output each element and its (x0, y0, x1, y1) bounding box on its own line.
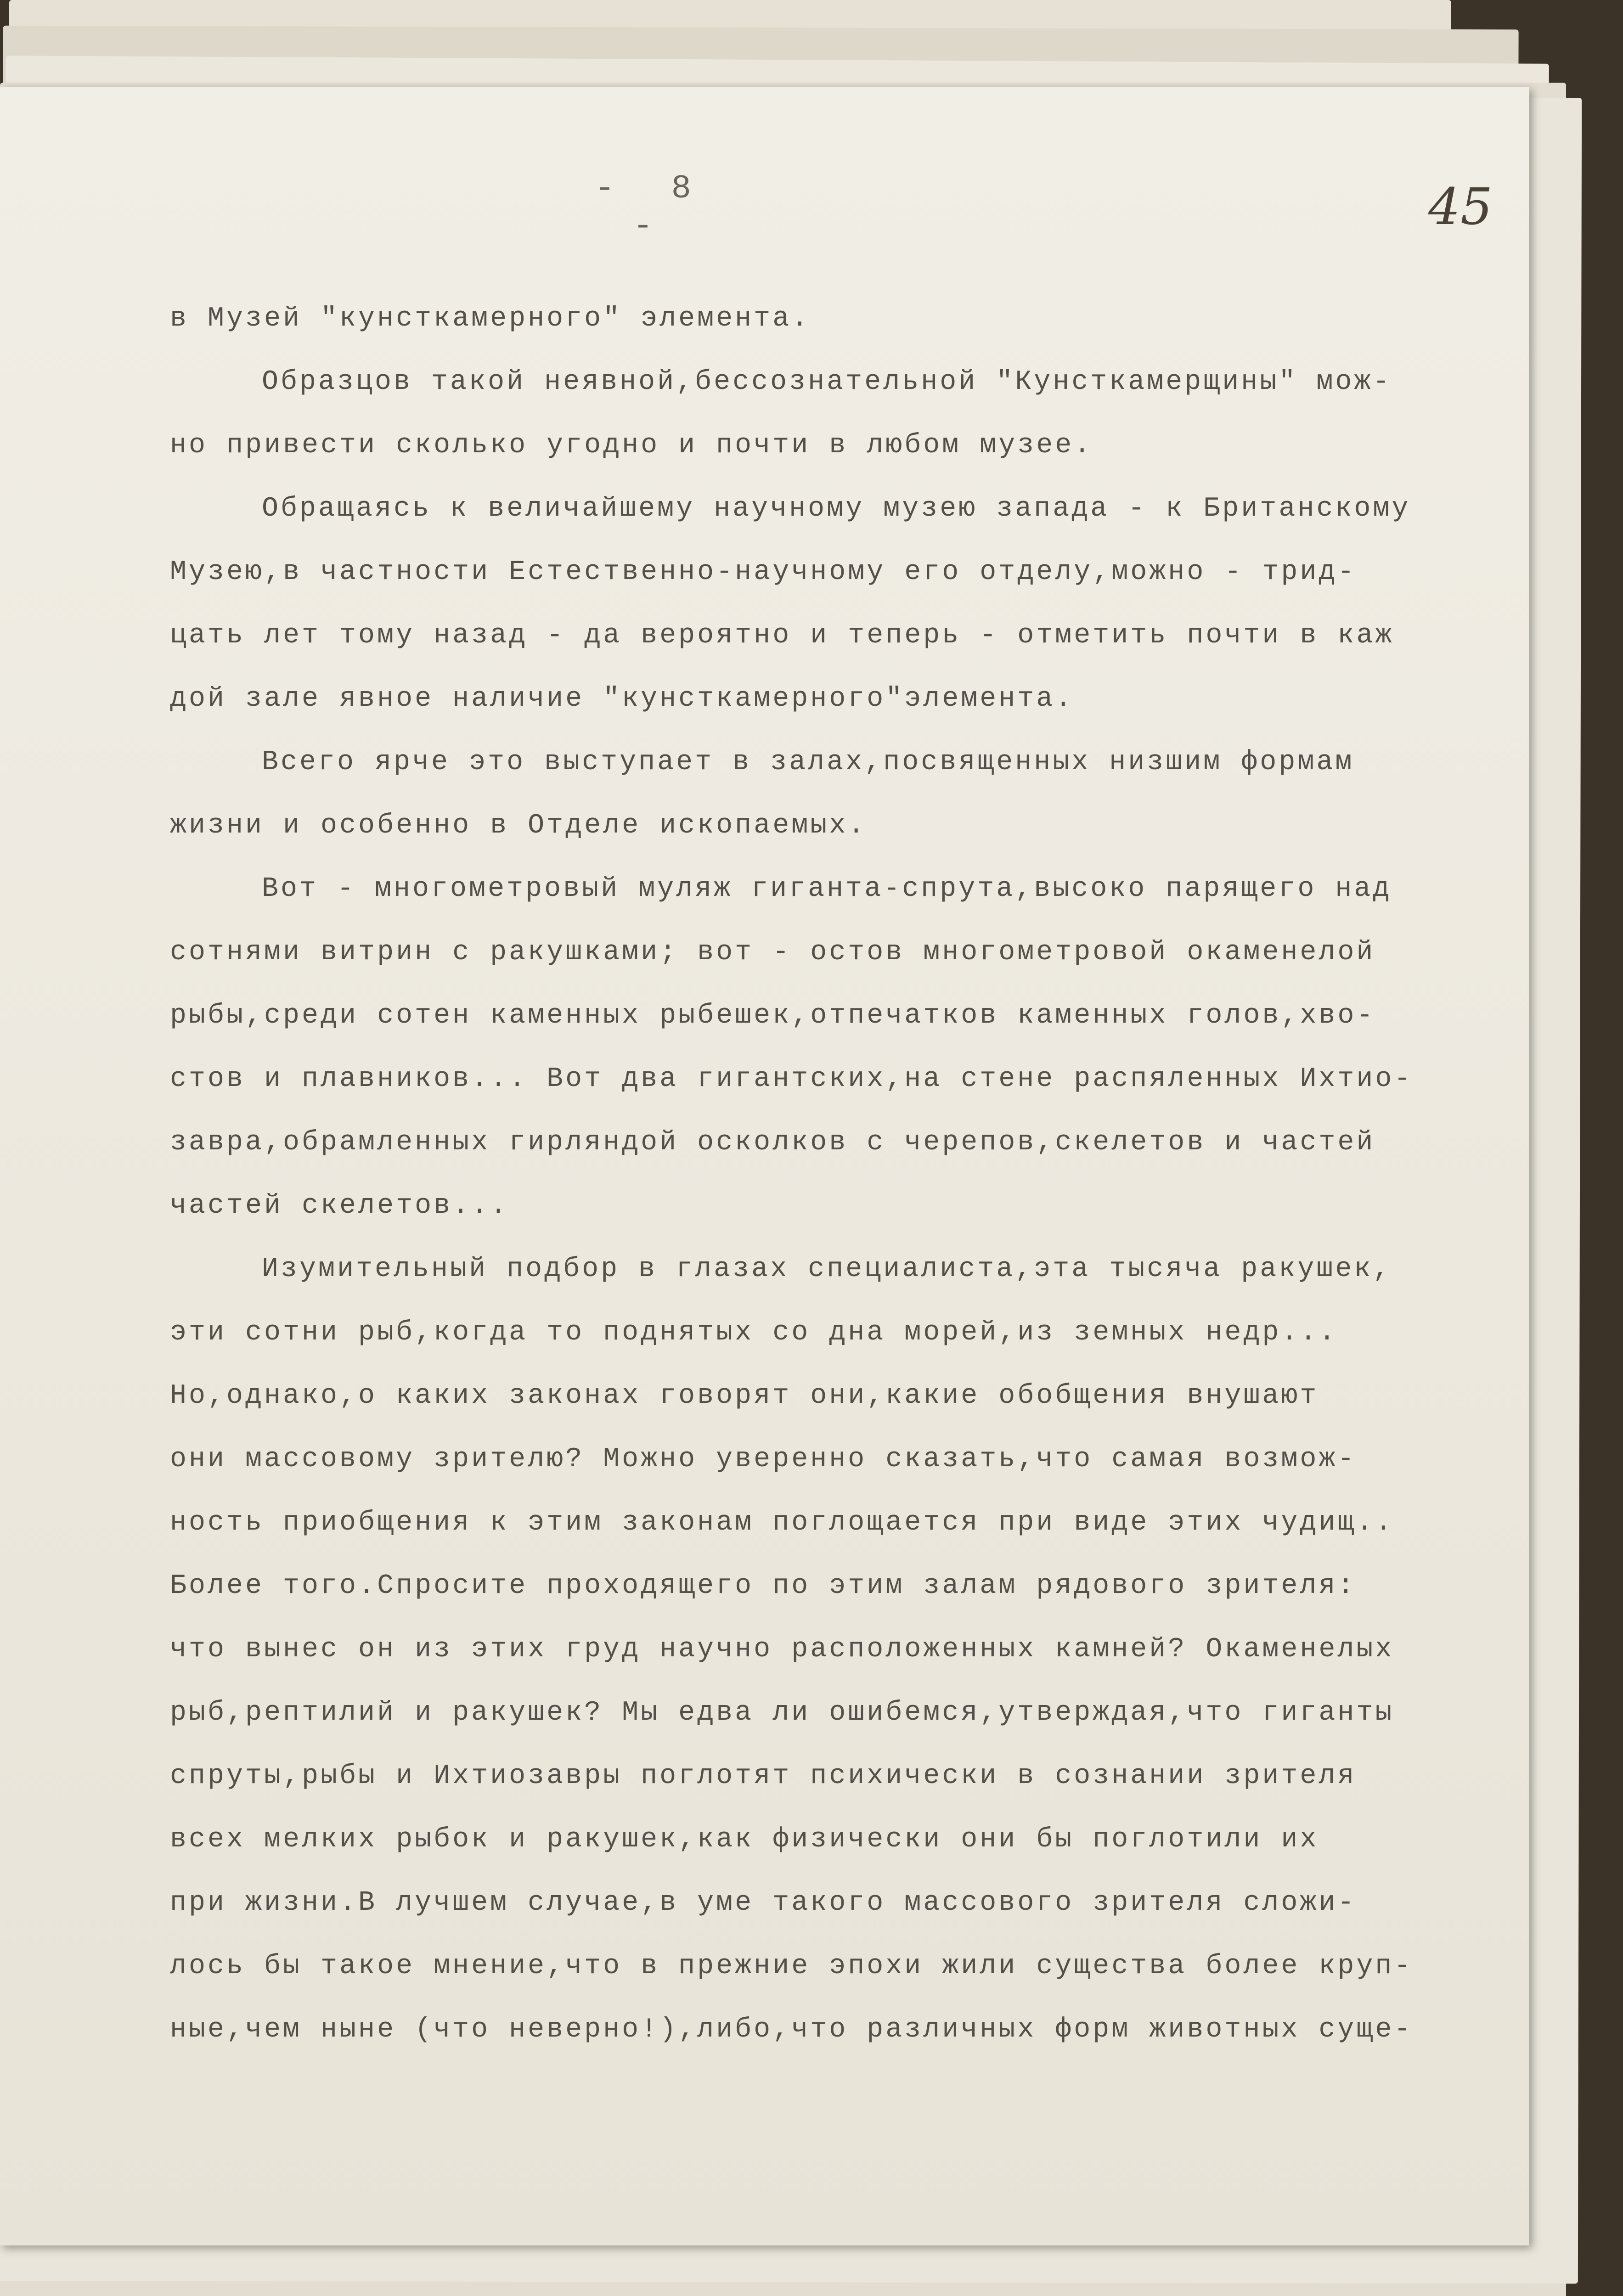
text-line: что вынес он из этих груд научно расположенных камней? Окаменелых (170, 1634, 1394, 1665)
text-line: спруты,рыбы и Ихтиозавры поглотят психически в сознании зрителя (170, 1761, 1357, 1792)
text-line: Образцов такой неявной,бессознательной "Кунсткамерщины" мож- (262, 366, 1392, 398)
text-line: Всего ярче это выступает в залах,посвященных низшим формам (262, 747, 1354, 778)
text-line: цать лет тому назад - да вероятно и теперь - отметить почти в каж (170, 620, 1394, 651)
page-number: - 8 - (595, 170, 710, 245)
text-line: Музею,в частности Естественно-научному его отделу,можно - трид- (170, 557, 1357, 588)
text-line: ность приобщения к этим законам поглощается при виде этих чудищ.. (170, 1507, 1394, 1538)
text-line: Более того.Спросите проходящего по этим залам рядового зрителя: (170, 1570, 1357, 1602)
text-line: дой зале явное наличие "кунсткамерного"элемента. (170, 683, 1074, 715)
text-line: всех мелких рыбок и ракушек,как физически они бы поглотили их (170, 1824, 1319, 1855)
text-line: при жизни.В лучшем случае,в уме такого массового зрителя сложи- (170, 1887, 1357, 1919)
text-line: но привести сколько угодно и почти в любом музее. (170, 430, 1093, 461)
text-line: они массовому зрителю? Можно уверенно сказать,что самая возмож- (170, 1444, 1357, 1475)
text-line: Изумительный подбор в глазах специалиста,эта тысяча ракушек, (262, 1254, 1392, 1285)
typewritten-page (0, 87, 1529, 2245)
text-line: в Музей "кунсткамерного" элемента. (170, 303, 811, 334)
text-line: ные,чем ныне (что неверно!),либо,что различных форм животных суще- (170, 2014, 1413, 2045)
text-line: жизни и особенно в Отделе ископаемых. (170, 810, 867, 841)
text-line: частей скелетов... (170, 1190, 509, 1221)
text-line: сотнями витрин с ракушками; вот - остов многометровой окаменелой (170, 937, 1375, 968)
text-line: эти сотни рыб,когда то поднятых со дна морей,из земных недр... (170, 1317, 1338, 1348)
text-line: рыбы,среди сотен каменных рыбешек,отпечатков каменных голов,хво- (170, 1000, 1375, 1031)
text-line: завра,обрамленных гирляндой осколков с черепов,скелетов и частей (170, 1127, 1375, 1158)
text-line: Вот - многометровый муляж гиганта-спрута,высоко парящего над (262, 873, 1392, 905)
text-line: лось бы такое мнение,что в прежние эпохи жили существа более круп- (170, 1951, 1413, 1982)
text-line: стов и плавников... Вот два гигантских,на стене распяленных Ихтио- (170, 1064, 1413, 1095)
body-text (170, 287, 1520, 2061)
text-line: рыб,рептилий и ракушек? Мы едва ли ошибемся,утверждая,что гиганты (170, 1697, 1394, 1728)
text-line: Обращаясь к величайшему научному музею запада - к Британскому (262, 493, 1411, 524)
text-line: Но,однако,о каких законах говорят они,какие обобщения внушают (170, 1380, 1319, 1412)
handwritten-folio-number: 45 (1428, 177, 1493, 236)
